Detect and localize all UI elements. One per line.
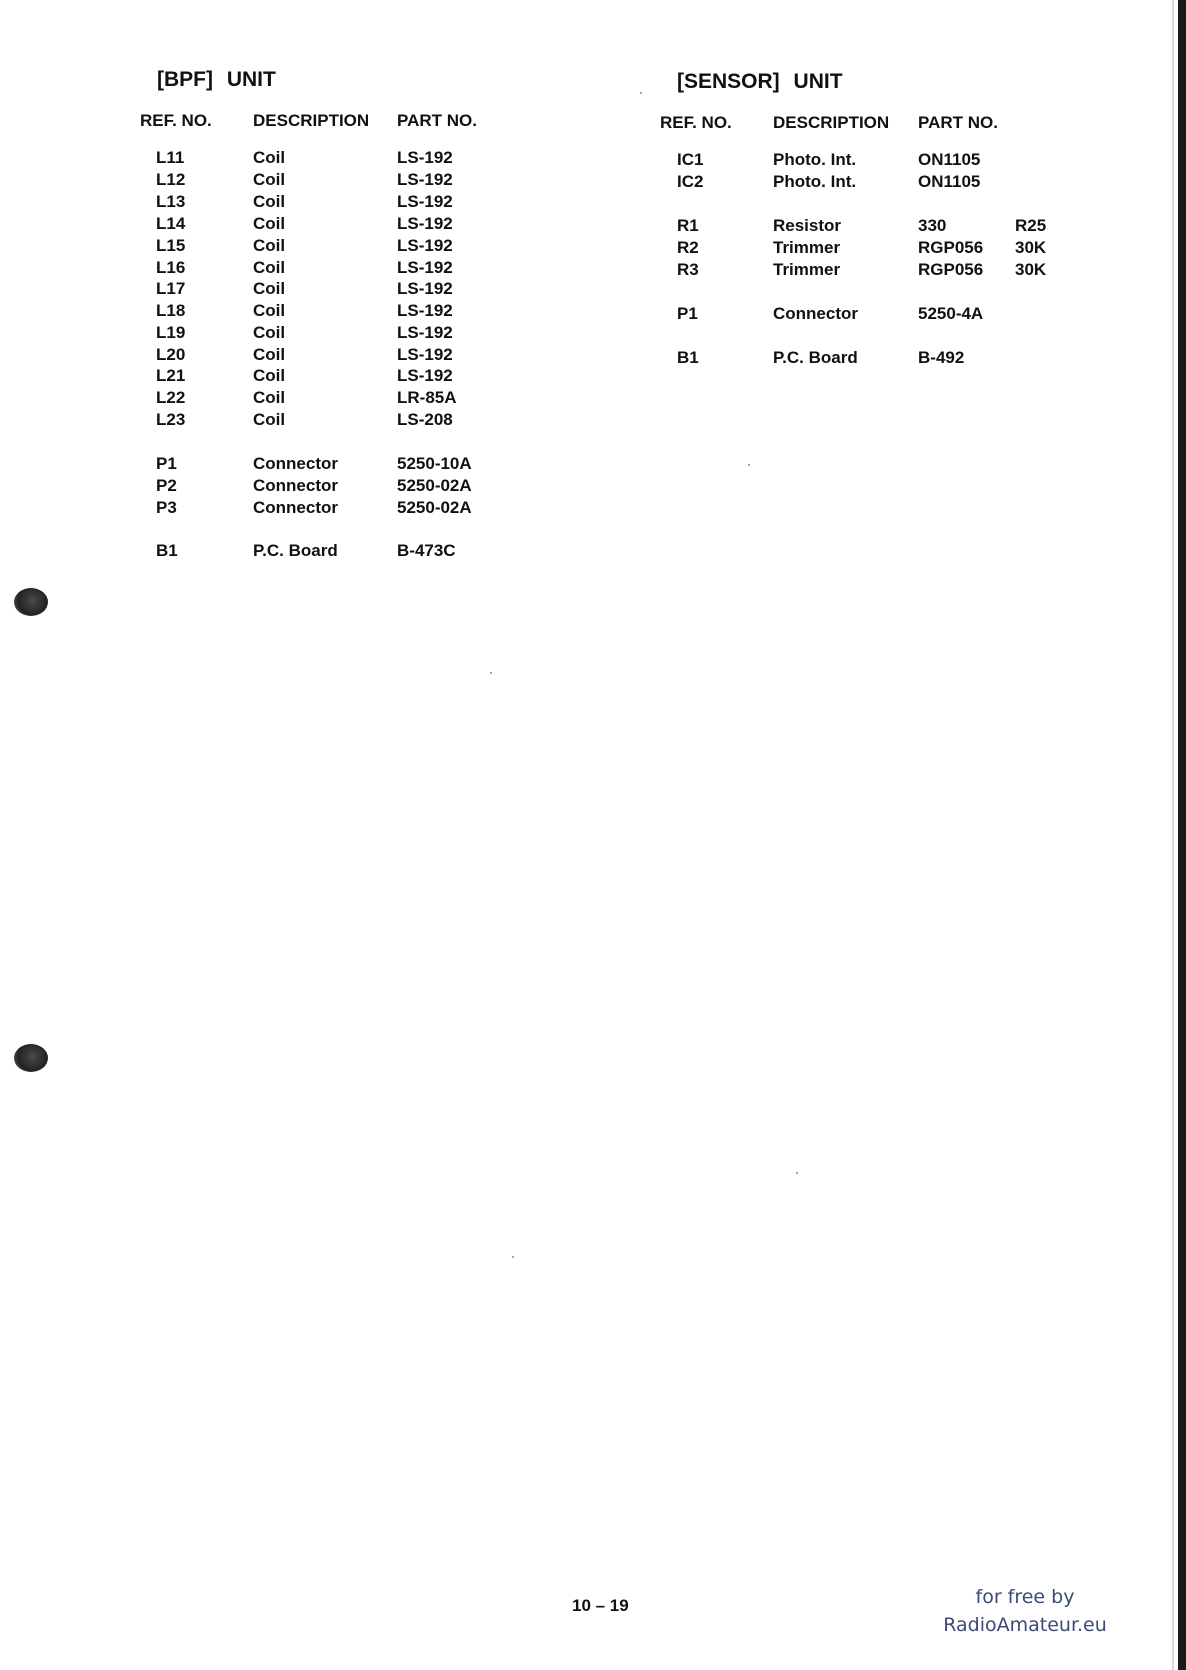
bpf-cell-ref: P1 — [156, 454, 177, 473]
bpf-cell-part: LS-192 — [397, 192, 453, 211]
bpf-cell-desc: Connector — [253, 454, 338, 473]
bpf-table-row — [0, 453, 600, 475]
sensor-cell-ref: R3 — [677, 260, 699, 279]
speck — [512, 1256, 514, 1258]
bpf-cell-desc: Connector — [253, 476, 338, 495]
bpf-cell-ref: B1 — [156, 541, 178, 560]
watermark-line-2: RadioAmateur.eu — [943, 1614, 1107, 1636]
sensor-cell-part: 5250-4A — [918, 304, 984, 323]
page-number: 10 – 19 — [572, 1596, 629, 1615]
bpf-table-row — [0, 540, 600, 562]
sensor-table-row — [0, 149, 981, 171]
bpf-cell-desc: Connector — [253, 498, 338, 517]
watermark[interactable] — [930, 1583, 1120, 1639]
sensor-table-row — [0, 259, 1047, 281]
bpf-cell-ref: L20 — [156, 345, 186, 364]
punch-hole-top — [14, 588, 48, 616]
sensor-cell-desc: Photo. Int. — [773, 150, 857, 169]
speck — [796, 1172, 798, 1174]
bpf-cell-part: LS-192 — [397, 258, 453, 277]
sensor-cell-part: B-492 — [918, 348, 965, 367]
bpf-cell-ref: L21 — [156, 366, 186, 385]
bpf-unit-title-bracket: [BPF] — [157, 68, 213, 91]
sensor-cell-part: 330 — [918, 216, 947, 235]
page-edge-shadow — [1172, 0, 1174, 1670]
bpf-cell-ref: L23 — [156, 410, 186, 429]
sensor-cell-extra: R25 — [1015, 216, 1047, 235]
bpf-header-part: PART NO. — [397, 111, 477, 130]
bpf-cell-desc: Coil — [253, 388, 286, 407]
bpf-cell-desc: Coil — [253, 236, 286, 255]
bpf-unit-title — [157, 68, 276, 92]
bpf-cell-ref: L11 — [156, 148, 185, 167]
bpf-table-row — [0, 322, 600, 344]
bpf-cell-ref: L15 — [156, 236, 186, 255]
bpf-cell-ref: P2 — [156, 476, 177, 495]
sensor-table-row — [0, 303, 984, 325]
bpf-cell-desc: Coil — [253, 366, 286, 385]
sensor-unit-title-word: UNIT — [793, 70, 843, 93]
page-edge — [1178, 0, 1186, 1670]
speck — [640, 92, 642, 94]
watermark-line-1: for free by — [975, 1586, 1075, 1608]
bpf-cell-part: LS-192 — [397, 366, 453, 385]
bpf-unit-title-word: UNIT — [226, 68, 276, 91]
bpf-cell-desc: Coil — [253, 258, 286, 277]
bpf-cell-ref: L13 — [156, 192, 186, 211]
bpf-table-row — [0, 409, 600, 431]
sensor-header-ref: REF. NO. — [660, 113, 732, 132]
bpf-cell-part: 5250-10A — [397, 454, 472, 473]
sensor-cell-part: ON1105 — [918, 150, 981, 169]
bpf-table-row — [0, 475, 600, 497]
sensor-cell-ref: IC2 — [677, 172, 704, 191]
sensor-cell-desc: P.C. Board — [773, 348, 858, 367]
bpf-cell-part: LS-192 — [397, 323, 453, 342]
sensor-cell-ref: IC1 — [677, 150, 704, 169]
bpf-cell-ref: L22 — [156, 388, 186, 407]
sensor-cell-desc: Connector — [773, 304, 858, 323]
bpf-cell-desc: Coil — [253, 301, 286, 320]
bpf-cell-part: B-473C — [397, 541, 456, 560]
bpf-cell-part: LS-192 — [397, 148, 453, 167]
bpf-table-row — [0, 278, 600, 300]
bpf-cell-desc: Coil — [253, 148, 286, 167]
sensor-header-part: PART NO. — [918, 113, 998, 132]
bpf-table-row — [0, 497, 600, 519]
sensor-cell-part: RGP056 — [918, 238, 984, 257]
sensor-cell-ref: B1 — [677, 348, 699, 367]
bpf-cell-desc: Coil — [253, 170, 286, 189]
bpf-cell-part: LS-192 — [397, 170, 453, 189]
sensor-header-desc: DESCRIPTION — [773, 113, 890, 132]
sensor-cell-ref: R2 — [677, 238, 699, 257]
bpf-cell-desc: Coil — [253, 192, 286, 211]
bpf-cell-part: LR-85A — [397, 388, 457, 407]
bpf-cell-ref: L18 — [156, 301, 186, 320]
bpf-cell-part: 5250-02A — [397, 498, 472, 517]
bpf-header-desc: DESCRIPTION — [253, 111, 370, 130]
sensor-cell-extra: 30K — [1015, 238, 1047, 257]
bpf-cell-part: LS-208 — [397, 410, 453, 429]
sensor-cell-desc: Trimmer — [773, 238, 841, 257]
bpf-cell-ref: L16 — [156, 258, 186, 277]
sensor-unit-title-bracket: [SENSOR] — [677, 70, 780, 93]
sensor-cell-desc: Trimmer — [773, 260, 841, 279]
bpf-cell-desc: Coil — [253, 279, 286, 298]
bpf-cell-part: LS-192 — [397, 236, 453, 255]
sensor-table-row — [0, 347, 965, 369]
bpf-cell-desc: Coil — [253, 410, 286, 429]
sensor-cell-desc: Resistor — [773, 216, 842, 235]
punch-hole-bottom — [14, 1044, 48, 1072]
bpf-cell-desc: Coil — [253, 214, 286, 233]
sensor-table-row — [0, 237, 1047, 259]
bpf-cell-ref: L17 — [156, 279, 186, 298]
bpf-cell-part: LS-192 — [397, 279, 453, 298]
bpf-cell-part: LS-192 — [397, 301, 453, 320]
bpf-cell-part: LS-192 — [397, 345, 453, 364]
bpf-cell-ref: L19 — [156, 323, 186, 342]
sensor-cell-ref: R1 — [677, 216, 699, 235]
bpf-cell-desc: P.C. Board — [253, 541, 338, 560]
sensor-cell-desc: Photo. Int. — [773, 172, 857, 191]
sensor-cell-extra: 30K — [1015, 260, 1047, 279]
sensor-cell-ref: P1 — [677, 304, 698, 323]
bpf-cell-ref: L12 — [156, 170, 186, 189]
bpf-cell-part: LS-192 — [397, 214, 453, 233]
bpf-cell-desc: Coil — [253, 323, 286, 342]
bpf-cell-desc: Coil — [253, 345, 286, 364]
bpf-header-ref: REF. NO. — [140, 111, 212, 130]
sensor-table-row — [0, 171, 981, 193]
bpf-table-row — [0, 387, 600, 409]
sensor-table-row — [0, 215, 1047, 237]
sensor-unit-title — [677, 70, 843, 94]
speck — [490, 672, 492, 674]
bpf-cell-ref: L14 — [156, 214, 186, 233]
sensor-cell-part: ON1105 — [918, 172, 981, 191]
bpf-cell-ref: P3 — [156, 498, 177, 517]
bpf-table-row — [0, 191, 600, 213]
speck — [748, 464, 750, 466]
sensor-cell-part: RGP056 — [918, 260, 984, 279]
bpf-cell-part: 5250-02A — [397, 476, 472, 495]
